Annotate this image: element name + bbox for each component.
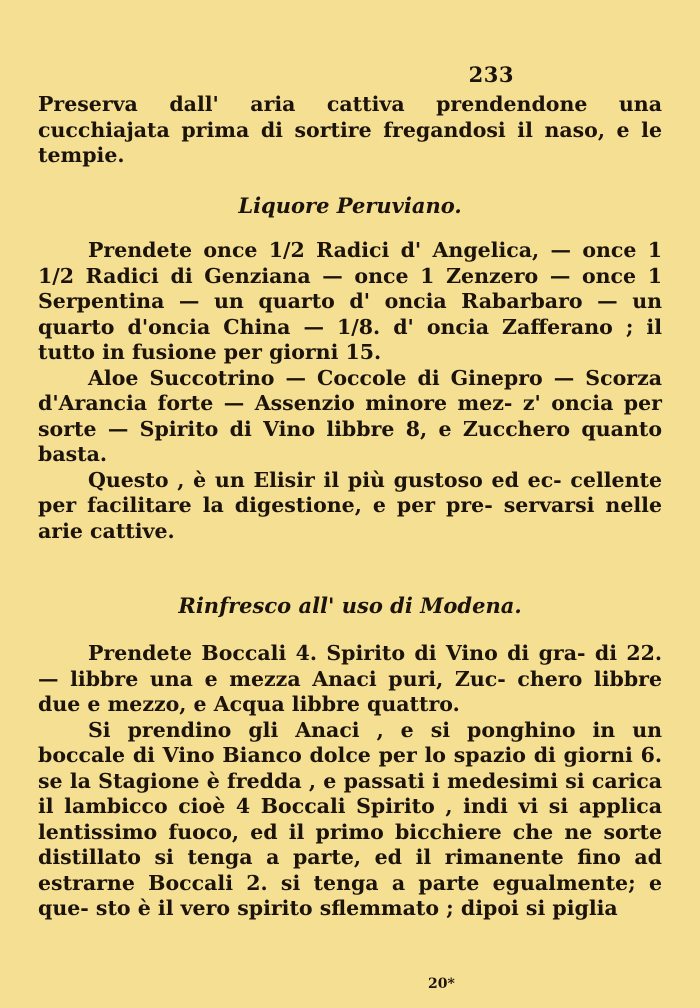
- recipe-body-rinfresco-modena: [38, 641, 662, 922]
- intro-paragraph: Preserva dall' aria cattiva prendendone una cucchiajata prima di sortire fregandosi il naso, e le tempie.: [38, 92, 662, 167]
- page-number: 233: [468, 62, 514, 87]
- recipe-paragraph: Prendete Boccali 4. Spirito di Vino di gra- di 22. — libbre una e mezza Anaci puri, Zuc- chero libbre due e mezzo, e Acqua libbre quattro.: [38, 641, 662, 716]
- recipe-paragraph: Si prendino gli Anaci , e si ponghino in un boccale di Vino Bianco dolce per lo spazio di giorni 6. se la Stagione è fredda , e passati i medesimi si carica il lambicco cioè 4 Boccali Spirito , indi vi si applica lentissimo fuoco, ed il primo bicchiere che ne sorte distillato si tenga a parte, ed il rimanente fino ad estrarne Boccali 2. si tenga a parte egualmente; e que- sto è il vero spirito sflemmato ; dipoi si piglia: [38, 717, 662, 920]
- recipe-title-rinfresco-modena: Rinfresco all' uso di Modena.: [178, 593, 522, 618]
- recipe-body-liquore-peruviano: [38, 238, 662, 544]
- intro-text: [38, 92, 662, 169]
- recipe-paragraph: Questo , è un Elisir il più gustoso ed ec- cellente per facilitare la digestione, e per pre- servarsi nelle arie cattive.: [38, 467, 662, 543]
- recipe-paragraph: Prendete once 1/2 Radici d' Angelica, — once 1 1/2 Radici di Genziana — once 1 Zenzero — once 1 Serpentina — un quarto d' oncia Rabarbaro — un quarto d'oncia China — 1/8. d' oncia Zafferano ; il tutto in fusione per giorni 15.: [38, 238, 662, 364]
- printer-signature-mark: 20*: [428, 976, 455, 992]
- recipe-title-liquore-peruviano: Liquore Peruviano.: [238, 193, 462, 218]
- recipe-paragraph: Aloe Succotrino — Coccole di Ginepro — Scorza d'Arancia forte — Assenzio minore mez- z' oncia per sorte — Spirito di Vino libbre 8, e Zucchero quanto basta.: [38, 365, 662, 466]
